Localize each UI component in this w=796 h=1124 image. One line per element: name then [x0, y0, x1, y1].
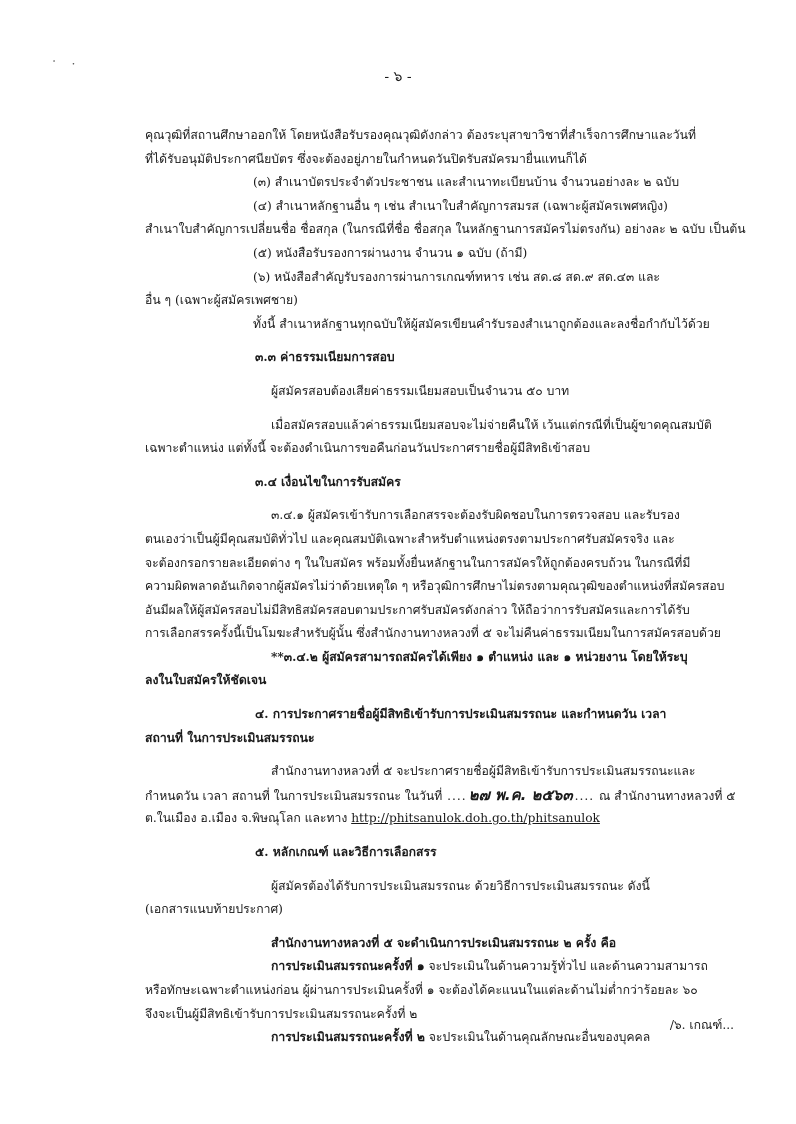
text-line: ลงในใบสมัครให้ชัดเจน — [145, 673, 267, 688]
text-line — [145, 807, 670, 831]
text-line: เฉพาะตำแหน่ง แต่ทั้งนี้ จะต้องดำเนินการขอคืนก่อนวันประกาศรายชื่อผู้มีสิทธิเข้าสอบ — [145, 441, 591, 456]
location-text: ต.ในเมือง อ.เมือง จ.พิษณุโลก และทาง — [145, 811, 352, 826]
continuation-footer: /๖. เกณฑ์... — [669, 1018, 734, 1032]
text-line — [145, 1026, 670, 1050]
text-line: กำหนดวัน เวลา สถานที่ ในการประเมินสมรรถนะ ในวันที่ .... ๒๗ พ.ค. ๒๕๖๓ .... ณ สำนักงานทางหลวงที่ ๕ — [145, 784, 670, 808]
section-heading-4: ๔. การประกาศรายชื่อผู้มีสิทธิเข้ารับการประเมินสมรรถนะ และกำหนดวัน เวลา — [255, 707, 667, 722]
text-line: คุณวุฒิที่สถานศึกษาออกให้ โดยหนังสือรับรองคุณวุฒิดังกล่าว ต้องระบุสาขาวิชาที่สำเร็จการศึกษาและวันที่ — [145, 128, 697, 142]
text-line: หรือทักษะเฉพาะตำแหน่งก่อน ผู้ผ่านการประเมินครั้งที่ ๑ จะต้องได้คะแนนในแต่ละด้านไม่ต่ำกว่าร้อยละ ๖๐ — [145, 983, 698, 997]
list-item-6: (๖) หนังสือสำคัญรับรองการผ่านการเกณฑ์ทหาร เช่น สด.๘ สด.๙ สด.๔๓ และ — [253, 269, 660, 284]
list-item-4: (๔) สำเนาหลักฐานอื่น ๆ เช่น สำเนาใบสำคัญการสมรส (เฉพาะผู้สมัครเพศหญิง) — [253, 198, 668, 213]
text-line: การเลือกสรรครั้งนี้เป็นโมฆะสำหรับผู้นั้น ซึ่งสำนักงานทางหลวงที่ ๕ จะไม่คืนค่าธรรมเนียมในการสมัครสอบด้วย — [145, 626, 721, 641]
section-heading-3-3: ๓.๓ ค่าธรรมเนียมการสอบ — [255, 350, 395, 365]
text-line: จึงจะเป็นผู้มีสิทธิเข้ารับการประเมินสมรรถนะครั้งที่ ๒ — [145, 1006, 418, 1021]
list-item-3: (๓) สำเนาบัตรประจำตัวประชาชน และสำเนาทะเบียนบ้าน จำนวนอย่างละ ๒ ฉบับ — [253, 175, 680, 190]
date-suffix: ณ สำนักงานทางหลวงที่ ๕ — [598, 788, 736, 803]
page-number: - ๖ - — [384, 69, 412, 85]
section-heading-3-4: ๓.๔ เงื่อนไขในการรับสมัคร — [255, 474, 401, 489]
text-line: ผู้สมัครต้องได้รับการประเมินสมรรถนะ ด้วยวิธีการประเมินสมรรถนะ ดังนี้ — [271, 878, 650, 893]
assessment-2-text: จะประเมินในด้านคุณลักษณะอื่นของบุคคล — [424, 1030, 651, 1045]
text-line: ๓.๔.๑ ผู้สมัครเข้ารับการเลือกสรรจะต้องรับผิดชอบในการตรวจสอบ และรับรอง — [271, 508, 680, 523]
handwritten-date: ๒๗ พ.ค. ๒๕๖๓ — [468, 785, 573, 804]
text-line: สำนักงานทางหลวงที่ ๕ จะดำเนินการประเมินสมรรถนะ ๒ ครั้ง คือ — [271, 935, 617, 950]
margin-marks: · · — [51, 54, 83, 72]
text-line — [145, 955, 708, 979]
text-line: สำนักงานทางหลวงที่ ๕ จะประกาศรายชื่อผู้มีสิทธิเข้ารับการประเมินสมรรถนะและ — [271, 764, 696, 779]
text-line: (เอกสารแนบท้ายประกาศ) — [145, 902, 283, 917]
website-link[interactable]: http://phitsanulok.doh.go.th/phitsanulok — [351, 811, 600, 826]
text-line: อื่น ๆ (เฉพาะผู้สมัครเพศชาย) — [145, 293, 298, 308]
text-line: สำเนาใบสำคัญการเปลี่ยนชื่อ ชื่อสกุล (ในกรณีที่ชื่อ ชื่อสกุล ในหลักฐานการสมัครไม่ตรงกัน) อย่างละ ๒ ฉบับ เป็นต้น — [145, 222, 746, 237]
section-heading-5: ๕. หลักเกณฑ์ และวิธีการเลือกสรร — [255, 845, 437, 860]
text-line: ผู้สมัครสอบต้องเสียค่าธรรมเนียมสอบเป็นจำนวน ๕๐ บาท — [271, 383, 570, 398]
text-line: ตนเองว่าเป็นผู้มีคุณสมบัติทั่วไป และคุณสมบัติเฉพาะสำหรับตำแหน่งตรงตามประกาศรับสมัครจริง และ — [145, 531, 675, 546]
text-line: เมื่อสมัครสอบแล้วค่าธรรมเนียมสอบจะไม่จ่ายคืนให้ เว้นแต่กรณีที่เป็นผู้ขาดคุณสมบัติ — [271, 417, 712, 432]
text-line: จะต้องกรอกรายละเอียดต่าง ๆ ในใบสมัคร พร้อมทั้งยื่นหลักฐานในการสมัครให้ถูกต้องครบถ้วน ในกรณีที่มี — [145, 555, 691, 570]
list-item-5: (๕) หนังสือรับรองการผ่านงาน จำนวน ๑ ฉบับ (ถ้ามี) — [253, 245, 528, 260]
assessment-1-label: การประเมินสมรรถนะครั้งที่ ๑ — [271, 959, 425, 974]
text-line: **๓.๔.๒ ผู้สมัครสามารถสมัครได้เพียง ๑ ตำแหน่ง และ ๑ หน่วยงาน โดยให้ระบุ — [271, 649, 688, 664]
text-line: ความผิดพลาดอันเกิดจากผู้สมัครไม่ว่าด้วยเหตุใด ๆ หรือวุฒิการศึกษาไม่ตรงตามคุณวุฒิของตำแหน่งที่สมัครสอบ — [145, 579, 725, 594]
text-line: อันมีผลให้ผู้สมัครสอบไม่มีสิทธิสมัครสอบตามประกาศรับสมัครดังกล่าว ให้ถือว่าการรับสมัครและการได้รับ — [145, 602, 690, 617]
assessment-2-label: การประเมินสมรรถนะครั้งที่ ๒ — [271, 1030, 425, 1045]
assessment-1-text: จะประเมินในด้านความรู้ทั่วไป และด้านความสามารถ — [424, 959, 708, 974]
section-heading-4-cont: สถานที่ ในการประเมินสมรรถนะ — [145, 730, 315, 745]
text-line: ทั้งนี้ สำเนาหลักฐานทุกฉบับให้ผู้สมัครเขียนคำรับรองสำเนาถูกต้องและลงชื่อกำกับไว้ด้วย — [253, 316, 710, 331]
date-prefix: กำหนดวัน เวลา สถานที่ ในการประเมินสมรรถนะ ในวันที่ — [145, 788, 443, 803]
text-line: ที่ได้รับอนุมัติประกาศนียบัตร ซึ่งจะต้องอยู่ภายในกำหนดวันปิดรับสมัครมายื่นแทนก็ได้ — [145, 151, 587, 166]
